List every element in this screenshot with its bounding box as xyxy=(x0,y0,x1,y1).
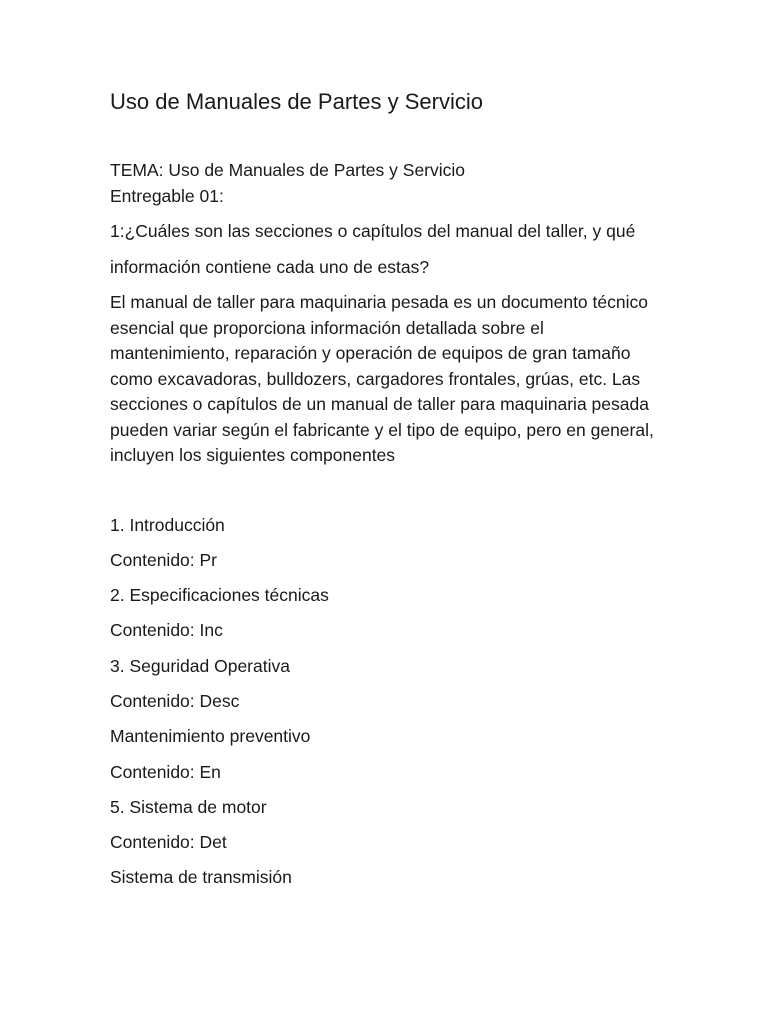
section-content: Contenido: Inc xyxy=(110,620,223,641)
section-content: Contenido: Desc xyxy=(110,690,240,711)
question-line-2: información contiene cada uno de estas? xyxy=(110,256,430,277)
section-content: Contenido: Det xyxy=(110,832,227,853)
document-content xyxy=(110,86,658,901)
intro-paragraph: El manual de taller para maquinaria pesada es un documento técnico esencial que proporciona información detallada sobre el mantenimiento, reparación y operación de equipos de gran tamaño como excavadoras, bulldozers, cargadores frontales, grúas, etc. Las secciones o capítulos de un manual de taller para maquinaria pesada pueden variar según el fabricante y el tipo de equipo, pero en general, incluyen los siguientes componentes xyxy=(110,292,654,465)
tema-line: TEMA: Uso de Manuales de Partes y Servicio xyxy=(110,160,466,180)
section-item: 5. Sistema de motor xyxy=(110,796,267,817)
section-item: Sistema de transmisión xyxy=(110,867,292,888)
question-line-1: 1:¿Cuáles son las secciones o capítulos del manual del taller, y qué xyxy=(110,221,636,241)
section-content: Contenido: Pr xyxy=(110,549,218,570)
section-item: 2. Especificaciones técnicas xyxy=(110,585,329,606)
document-title: Uso de Manuales de Partes y Servicio xyxy=(110,89,483,114)
entregable-line: Entregable 01: xyxy=(110,185,224,206)
section-item: 1. Introducción xyxy=(110,514,225,535)
section-item: Mantenimiento preventivo xyxy=(110,726,311,747)
section-content: Contenido: En xyxy=(110,761,221,782)
section-item: 3. Seguridad Operativa xyxy=(110,655,290,676)
